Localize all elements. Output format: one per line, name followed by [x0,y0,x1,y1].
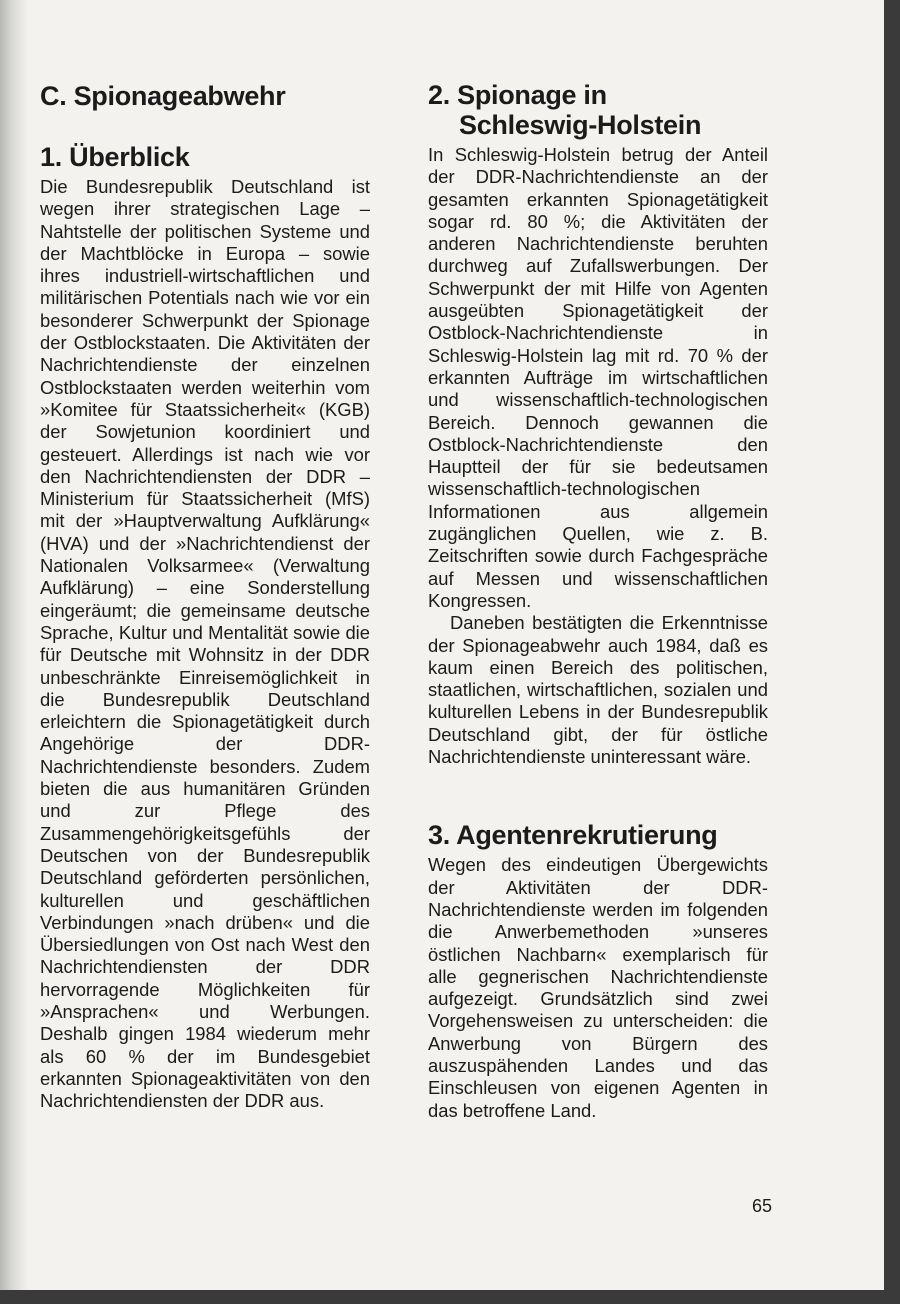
subsection-1-paragraph: Die Bundesrepublik Deutschland ist wegen ihrer strategischen Lage – Nahtstelle der politischen Systeme und der Machtblöcke in Europa – sowie ihres industriell-wirtschaftlichen und militärischen Potentials nach wie vor ein besonderer Schwerpunkt der Spionage der Ostblockstaaten. Die Aktivitäten der Nachrichtendienste der einzelnen Ostblockstaaten werden weiterhin vom »Komitee für Staatssicherheit« (KGB) der Sowjetunion koordiniert und gesteuert. Allerdings ist nach wie vor den Nachrichtendiensten der DDR – Ministerium für Staatssicherheit (MfS) mit der »Hauptverwaltung Aufklärung« (HVA) und der »Nachrichtendienst der Nationalen Volksarmee« (Verwaltung Aufklärung) – eine Sonderstellung eingeräumt; die gemeinsame deutsche Sprache, Kultur und Mentalität sowie die für Deutsche mit Wohnsitz in der DDR unbeschränkte Einreisemöglichkeit in die Bundesrepublik Deutschland erleichtern die Spionagetätigkeit durch Angehörige der DDR-Nachrichtendienste besonders. Zudem bieten die aus humanitären Gründen und zur Pflege des Zusammengehörigkeitsgefühls der Deutschen von der Bundesrepublik Deutschland geförderten persönlichen, kulturellen und geschäftlichen Verbindungen »nach drüben« und die Übersiedlungen von Ost nach West den Nachrichtendiensten der DDR hervorragende Möglichkeiten für »Ansprachen« und Werbungen. Deshalb gingen 1984 wiederum mehr als 60 % der im Bundesgebiet erkannten Spionageaktivitäten von den Nachrichtendiensten der DDR aus. [40,176,370,1112]
left-column [40,80,370,1112]
subsection-2-heading-line-2: Schleswig-Holstein [459,110,702,140]
page-number: 65 [751,1196,772,1216]
subsection-2-heading-line-1: 2. Spionage in [428,80,607,110]
subsection-2-paragraph-2: Daneben bestätigten die Erkenntnisse der Spionageabwehr auch 1984, daß es kaum einen Bereich des politischen, staatlichen, wirtschaftlichen, sozialen und kulturellen Lebens in der Bundesrepublik Deutschland gibt, der für östliche Nachrichtendienste uninteressant wäre. [428,612,768,768]
subsection-3-paragraph: Wegen des eindeutigen Übergewichts der Aktivitäten der DDR-Nachrichtendienste werden im folgenden die Anwerbemethoden »unseres östlichen Nachbarn« exemplarisch für alle gegnerischen Nachrichtendienste aufgezeigt. Grundsätzlich sind zwei Vorgehensweisen zu unterscheiden: die Anwerbung von Bürgern des auszuspähenden Landes und das Einschleusen von eigenen Agenten in das betroffene Land. [428,854,768,1121]
section-heading: C. Spionageabwehr [40,81,286,111]
gutter-shadow [0,0,28,1290]
section-spacer [428,768,768,820]
subsection-3-heading: 3. Agentenrekrutierung [428,820,718,851]
page-edge-right [884,0,900,1304]
page-edge-bottom [0,1290,900,1304]
right-column [428,80,768,1122]
subsection-2-heading [428,80,768,140]
subsection-1-heading: 1. Überblick [40,142,190,172]
subsection-2-paragraph-1: In Schleswig-Holstein betrug der Anteil der DDR-Nachrichtendienste an der gesamten erkannten Spionagetätigkeit sogar rd. 80 %; die Aktivitäten der anderen Nachrichtendienste beruhten durchweg auf Zufallswerbungen. Der Schwerpunkt der mit Hilfe von Agenten ausgeübten Spionagetätigkeit der Ostblock-Nachrichtendienste in Schleswig-Holstein lag mit rd. 70 % der erkannten Aufträge im wirtschaftlichen und wissenschaftlich-technologischen Bereich. Dennoch gewannen die Ostblock-Nachrichtendienste den Hauptteil der für sie bedeutsamen wissenschaftlich-technologischen Informationen aus allgemein zugänglichen Quellen, wie z. B. Zeitschriften sowie durch Fachgespräche auf Messen und wissenschaftlichen Kongressen. [428,144,768,611]
